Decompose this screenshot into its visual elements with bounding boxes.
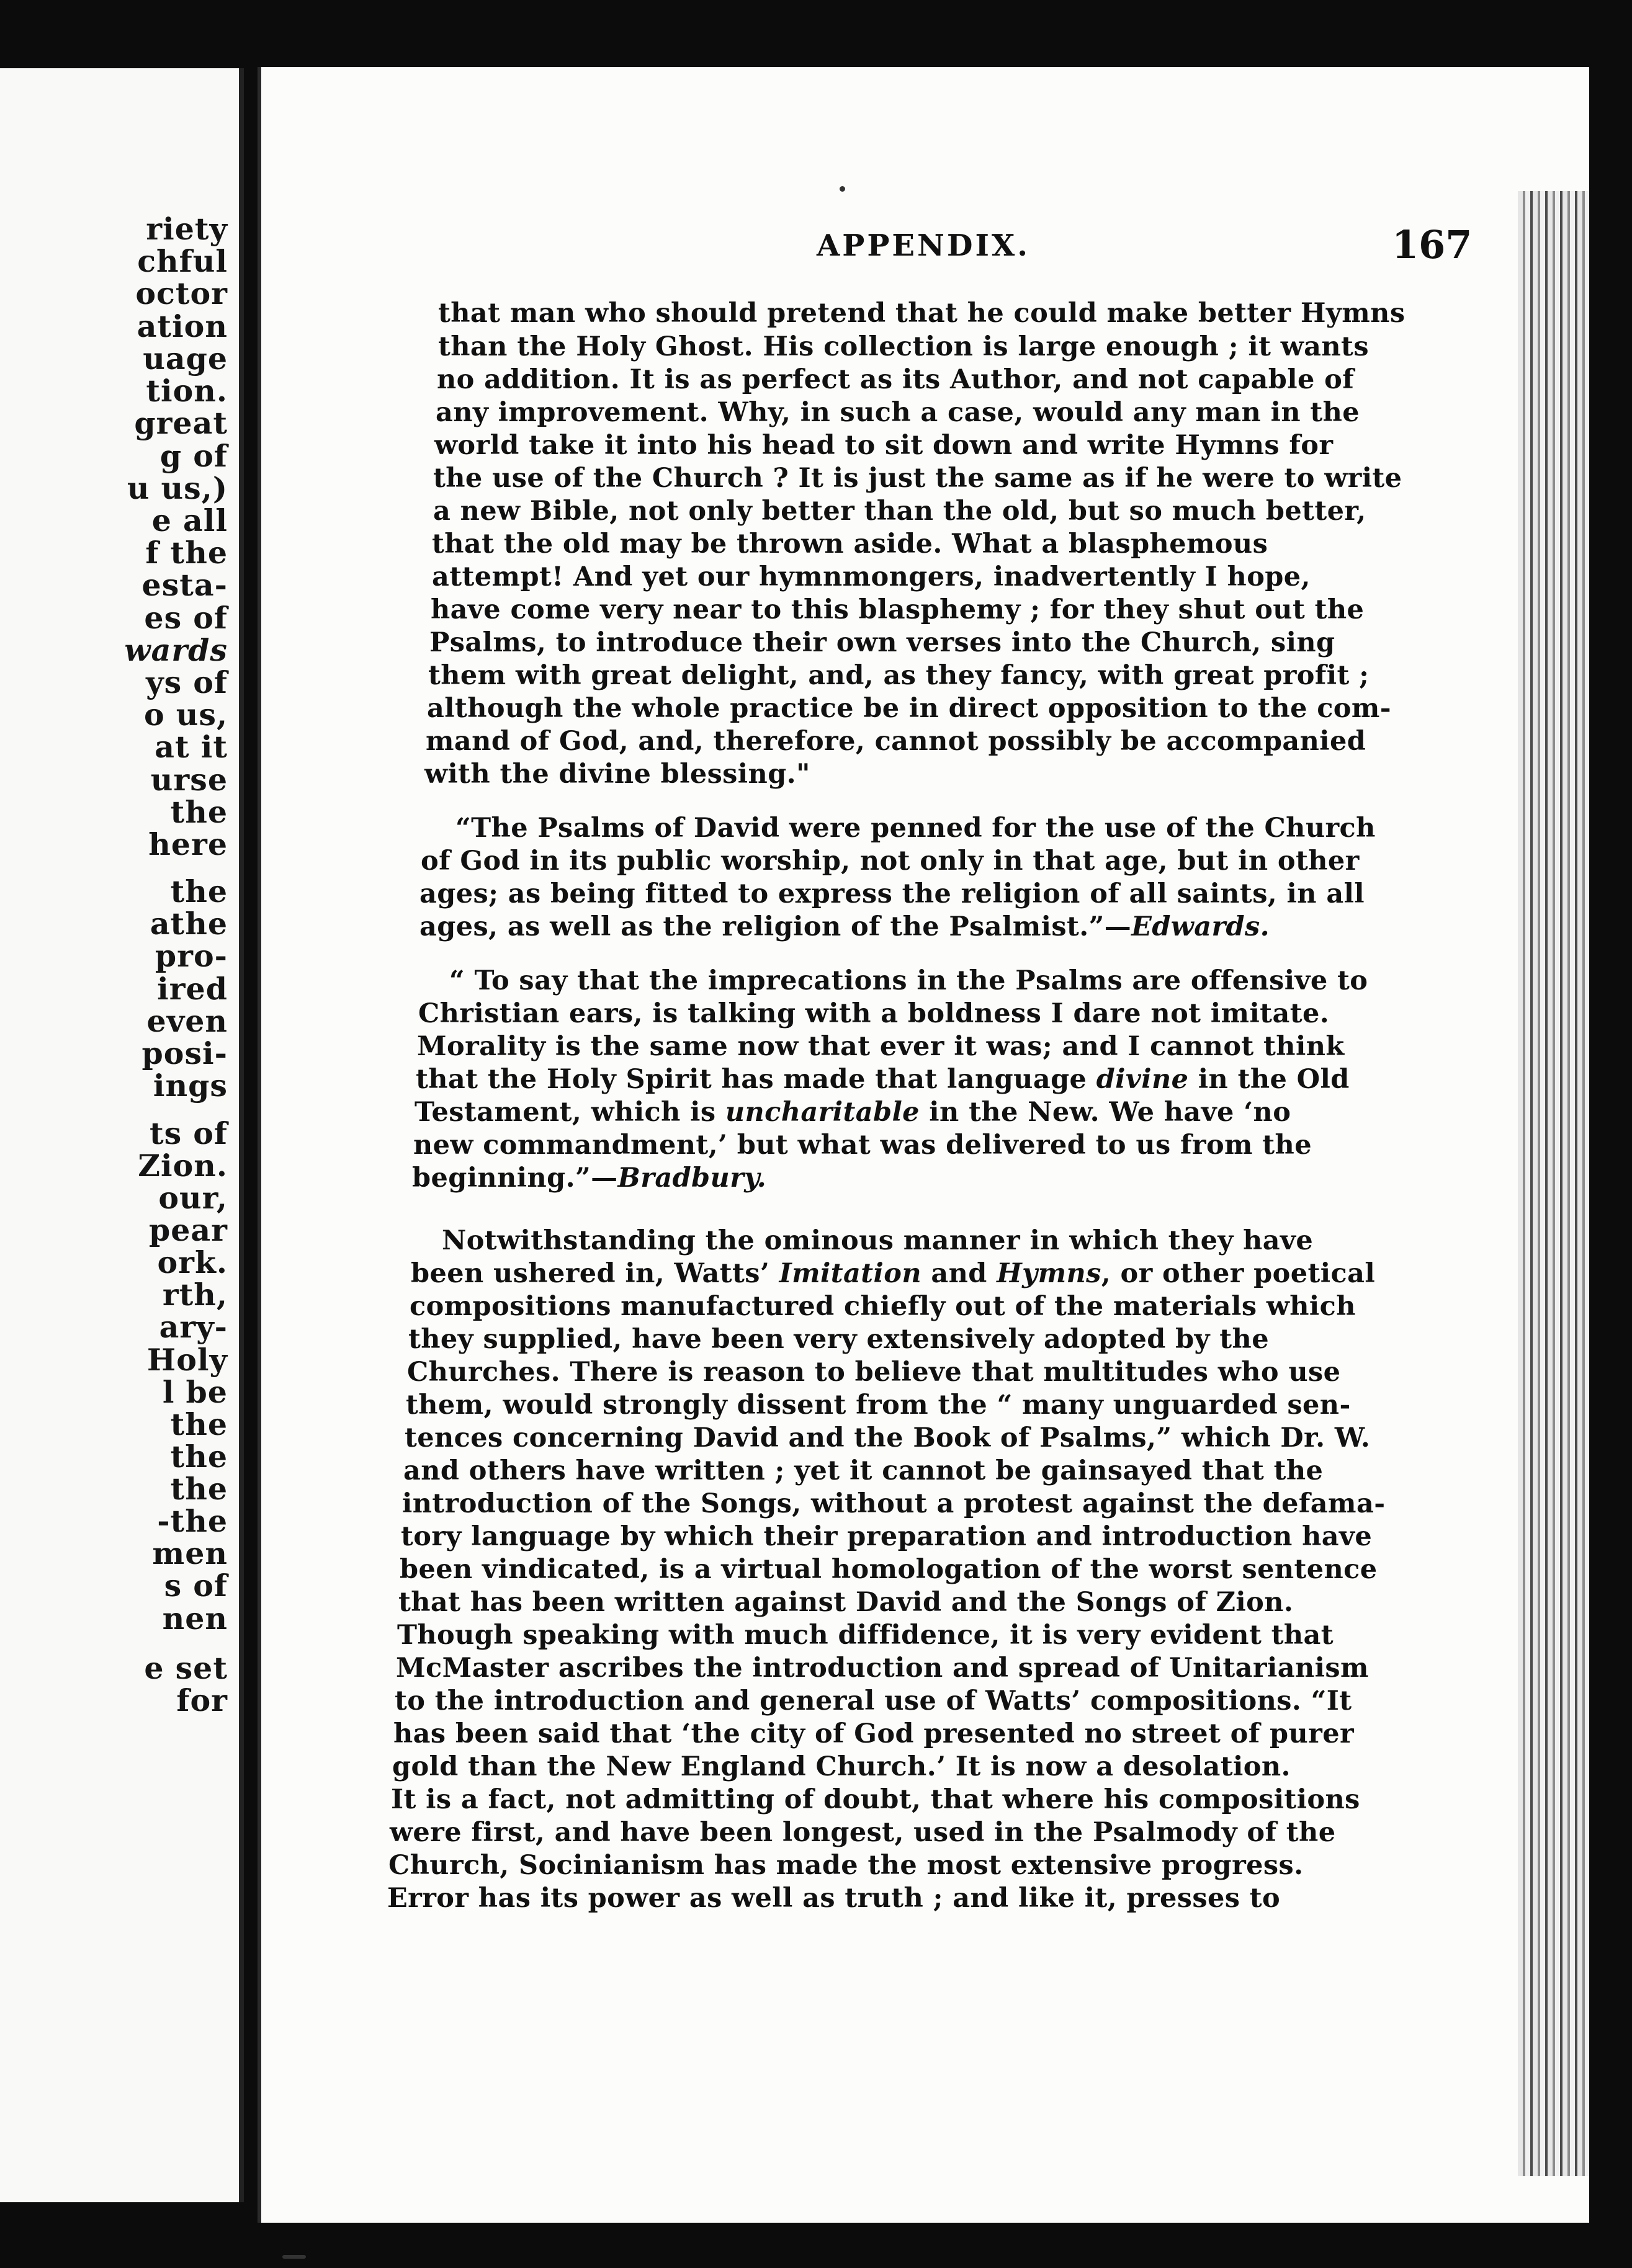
text-line: [428, 660, 1369, 691]
text-line: [426, 726, 1366, 757]
left-page-fragment: ary-: [159, 1309, 228, 1345]
left-page-fragment: e set: [144, 1650, 228, 1686]
text-segment: Church, Socinianism has made the most extensive progress.: [388, 1850, 1304, 1881]
left-page-fragment: the: [170, 1471, 228, 1507]
text-segment: Notwithstanding the ominous manner in which they have: [442, 1225, 1314, 1256]
text-segment: no addition. It is as perfect as its Author, and not capable of: [437, 364, 1355, 395]
left-page-fragment: uage: [143, 341, 228, 377]
text-segment: has been said that ‘the city of God presented no street of purer: [393, 1718, 1355, 1749]
text-line: [438, 331, 1369, 362]
text-segment: new commandment,’ but what was delivered to us from the: [413, 1130, 1312, 1161]
text-segment: in the New. We have ‘no: [919, 1097, 1291, 1128]
text-line: [405, 1422, 1370, 1453]
text-segment: gold than the New England Church.’ It is now a desolation.: [392, 1751, 1291, 1782]
text-segment: Christian ears, is talking with a boldness I dare not imitate.: [418, 998, 1330, 1029]
text-line: [438, 298, 1405, 329]
text-segment: than the Holy Ghost. His collection is large enough ; it wants: [438, 331, 1369, 362]
text-line: [421, 846, 1360, 877]
text-line: [417, 1031, 1345, 1062]
left-page-fragment: esta-: [141, 567, 228, 603]
text-segment: were first, and have been longest, used in the Psalmody of the: [390, 1817, 1336, 1848]
ink-speck: [840, 186, 845, 192]
text-segment: that has been written against David and the Songs of Zion.: [398, 1587, 1294, 1618]
text-segment: introduction of the Songs, without a protest against the defama-: [402, 1488, 1386, 1519]
text-segment: to the introduction and general use of Watts’ compositions. “It: [395, 1685, 1352, 1717]
left-page-fragment: pro-: [155, 938, 228, 974]
text-line: [406, 1390, 1351, 1421]
text-line: [413, 1130, 1312, 1161]
text-line: [395, 1685, 1352, 1717]
left-page-fragment: nen: [162, 1601, 228, 1636]
left-page-fragment: rth,: [162, 1277, 228, 1313]
text-segment: Testament, which is: [415, 1097, 725, 1128]
text-line: [393, 1718, 1354, 1749]
text-line: [433, 463, 1402, 494]
left-page-fragment: here: [148, 826, 228, 862]
page-edge-strip: [1518, 191, 1589, 2176]
text-segment: any improvement. Why, in such a case, would any man in the: [436, 397, 1360, 428]
italic-text: Imitation: [779, 1258, 922, 1289]
text-segment: been vindicated, is a virtual homologation of the worst sentence: [400, 1554, 1378, 1585]
text-line: [387, 1883, 1280, 1914]
text-line: [437, 364, 1354, 395]
text-segment: McMaster ascribes the introduction and spread of Unitarianism: [396, 1653, 1369, 1684]
left-page-fragment: the: [170, 1406, 228, 1442]
text-line: [455, 813, 1376, 844]
left-page-fragment: men: [152, 1535, 228, 1571]
left-page-fragment: the: [170, 1439, 228, 1475]
left-page-fragment: octor: [135, 275, 228, 311]
text-segment: that the old may be thrown aside. What a blasphemous: [432, 529, 1268, 560]
text-segment: compositions manufactured chiefly out of the materials which: [410, 1291, 1356, 1322]
left-page-fragment: chful: [137, 243, 228, 279]
text-segment: Error has its power as well as truth ; and like it, presses to: [387, 1883, 1281, 1914]
text-segment: “The Psalms of David were penned for the use of the Church: [455, 813, 1376, 844]
left-page-fragment: tion.: [146, 373, 228, 409]
text-segment: a new Bible, not only better than the old, but so much better,: [433, 496, 1366, 527]
italic-text: Edwards.: [1131, 911, 1270, 942]
italic-text: uncharitable: [725, 1097, 920, 1128]
left-page-fragment: even: [146, 1003, 228, 1039]
text-line: [410, 1291, 1356, 1322]
text-segment: with the divine blessing.": [424, 759, 810, 790]
left-page-fragment: ork.: [157, 1244, 228, 1280]
text-segment: ages, as well as the religion of the Psalmist.”—: [419, 911, 1132, 942]
text-segment: Though speaking with much diffidence, it is very evident that: [397, 1620, 1334, 1651]
text-segment: , or other poetical: [1101, 1258, 1376, 1289]
left-page-fragment: o us,: [143, 697, 228, 733]
left-page-fragment: wards: [124, 632, 228, 668]
italic-text: Bradbury.: [617, 1163, 767, 1194]
text-segment: they supplied, have been very extensively adopted by the: [408, 1324, 1269, 1355]
left-page-fragment: great: [134, 405, 228, 441]
left-page-fragment: u us,): [127, 470, 228, 506]
ink-speck: [282, 2255, 306, 2259]
text-line: [431, 594, 1364, 625]
text-segment: “ To say that the imprecations in the Psalms are offensive to: [449, 965, 1368, 996]
left-page-fragment: the: [170, 794, 228, 830]
text-line: [449, 965, 1368, 996]
text-line: [392, 1751, 1291, 1782]
text-line: [407, 1357, 1340, 1388]
text-line: [416, 1064, 1350, 1095]
left-page-fragment: riety: [146, 211, 228, 247]
text-line: [419, 878, 1365, 909]
text-segment: that man who should pretend that he could make better Hymns: [438, 298, 1406, 329]
text-line: [427, 693, 1391, 724]
text-segment: It is a fact, not admitting of doubt, that where his compositions: [391, 1784, 1360, 1815]
text-line: [434, 430, 1333, 461]
text-segment: the use of the Church ? It is just the same as if he were to write: [433, 463, 1402, 494]
italic-text: divine: [1096, 1064, 1189, 1095]
text-line: [391, 1784, 1360, 1815]
text-segment: mand of God, and, therefore, cannot possibly be accompanied: [426, 726, 1366, 757]
text-line: [418, 998, 1329, 1029]
left-page-fragment: posi-: [141, 1035, 228, 1071]
left-page-fragment: pear: [148, 1212, 228, 1248]
text-line: [419, 911, 1270, 942]
text-line: [400, 1554, 1378, 1585]
left-page-fragment: l be: [162, 1374, 228, 1410]
text-line: [442, 1225, 1313, 1256]
text-segment: them with great delight, and, as they fancy, with great profit ;: [428, 660, 1370, 691]
left-page-fragment: ings: [153, 1068, 228, 1104]
text-segment: tory language by which their preparation and introduction have: [401, 1521, 1373, 1552]
left-page-fragment: athe: [150, 906, 228, 942]
text-line: [402, 1488, 1385, 1519]
text-segment: tences concerning David and the Book of Psalms,” which Dr. W.: [405, 1422, 1371, 1453]
text-segment: of God in its public worship, not only in that age, but in other: [421, 846, 1360, 877]
text-line: [436, 397, 1360, 428]
left-page-fragment: g of: [159, 438, 228, 474]
left-page-fragment: f the: [145, 535, 228, 571]
text-line: [415, 1097, 1291, 1128]
left-page-fragment: -the: [157, 1503, 228, 1539]
left-page-fragment: Holy: [146, 1342, 228, 1378]
left-page-fragment: es of: [144, 600, 228, 636]
text-segment: Morality is the same now that ever it was; and I cannot think: [417, 1031, 1345, 1062]
left-page-fragment: at it: [155, 729, 228, 765]
left-page-fragment: urse: [150, 762, 228, 798]
text-segment: been ushered in, Watts’: [411, 1258, 779, 1289]
text-segment: that the Holy Spirit has made that language: [416, 1064, 1096, 1095]
text-segment: ages; as being fitted to express the religion of all saints, in all: [419, 878, 1365, 909]
left-page-fragment: s of: [164, 1568, 228, 1604]
italic-text: Hymns: [997, 1258, 1101, 1289]
text-line: [429, 627, 1335, 658]
text-line: [408, 1324, 1269, 1355]
left-page-fragment: ys of: [146, 664, 228, 700]
left-page-fragment: ired: [157, 971, 228, 1007]
text-line: [401, 1521, 1372, 1552]
main-page: [258, 67, 1589, 2223]
text-segment: attempt! And yet our hymnmongers, inadvertently I hope,: [432, 561, 1311, 592]
text-segment: beginning.”—: [412, 1163, 618, 1194]
text-line: [432, 561, 1311, 592]
text-line: [411, 1258, 1375, 1289]
text-line: [412, 1163, 766, 1194]
left-page-fragment: ation: [137, 308, 228, 344]
left-page-fragment: for: [176, 1682, 228, 1718]
page-number: 167: [1392, 222, 1473, 267]
text-segment: have come very near to this blasphemy ; for they shut out the: [431, 594, 1365, 625]
left-page-fragment: ts of: [149, 1115, 228, 1151]
text-segment: although the whole practice be in direct opposition to the com-: [427, 693, 1392, 724]
text-line: [397, 1620, 1334, 1651]
text-segment: and others have written ; yet it cannot be gainsayed that the: [403, 1455, 1324, 1486]
left-page-fragment: the: [170, 873, 228, 909]
text-segment: and: [921, 1258, 997, 1289]
text-segment: world take it into his head to sit down and write Hymns for: [434, 430, 1334, 461]
text-segment: them, would strongly dissent from the “ many unguarded sen-: [406, 1390, 1351, 1421]
text-segment: Churches. There is reason to believe that multitudes who use: [407, 1357, 1341, 1388]
text-line: [398, 1587, 1293, 1618]
text-line: [390, 1817, 1335, 1848]
left-page-fragment: e all: [151, 502, 228, 538]
text-line: [403, 1455, 1323, 1486]
text-segment: in the Old: [1188, 1064, 1350, 1095]
text-line: [433, 496, 1366, 527]
text-line: [388, 1850, 1304, 1881]
text-segment: Psalms, to introduce their own verses into the Church, sing: [429, 627, 1335, 658]
text-line: [424, 759, 810, 790]
left-page: [0, 68, 244, 2202]
text-line: [432, 529, 1268, 560]
text-line: [396, 1653, 1369, 1684]
left-page-fragment: Zion.: [138, 1148, 228, 1184]
running-head: APPENDIX.: [817, 228, 1030, 263]
left-page-fragment: our,: [158, 1180, 228, 1216]
